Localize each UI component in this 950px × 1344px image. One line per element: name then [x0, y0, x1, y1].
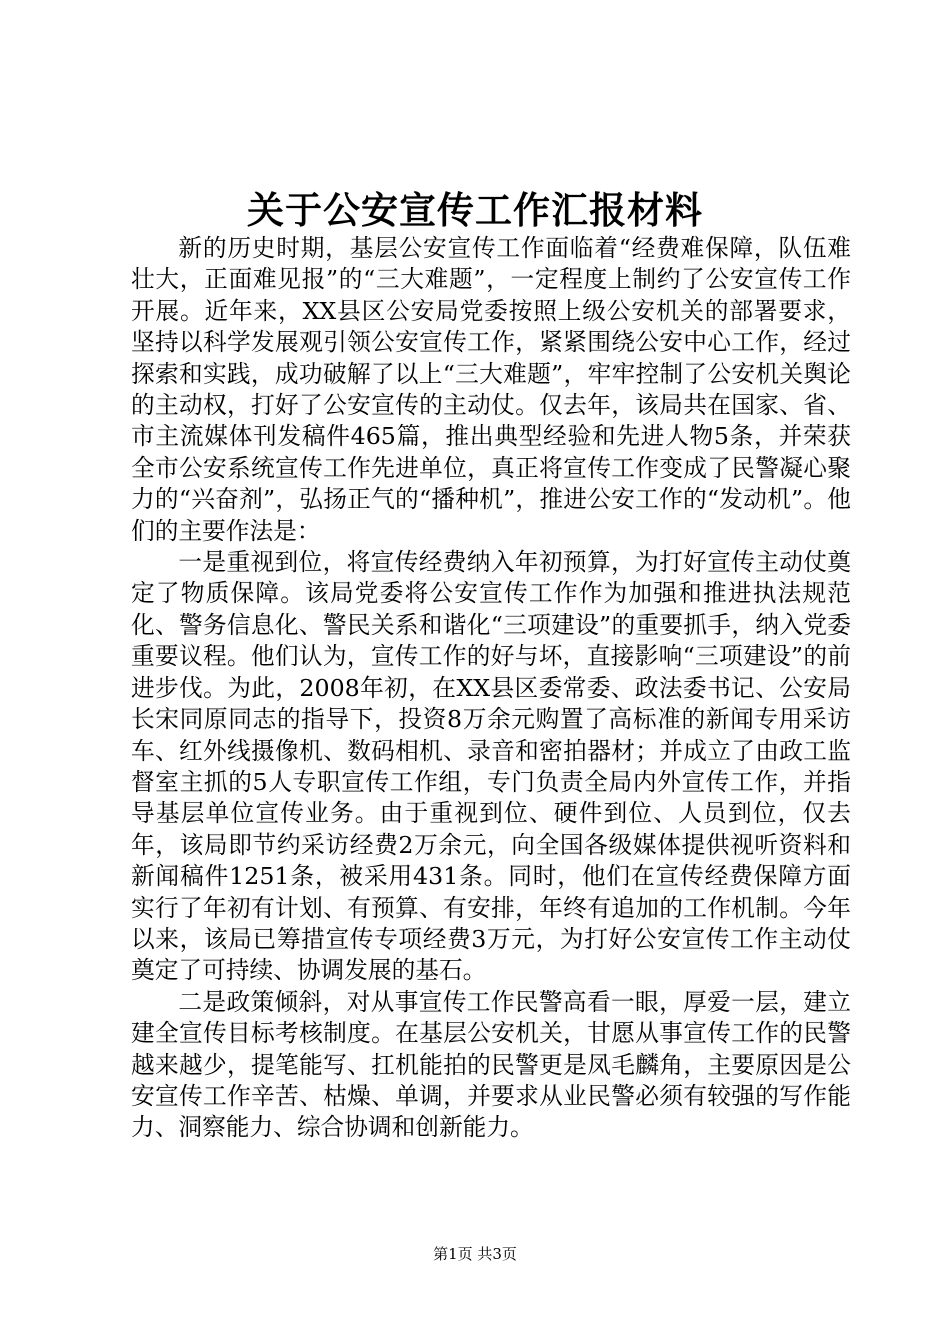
document-title: 关于公安宣传工作汇报材料 — [247, 188, 703, 232]
paragraph: 一是重视到位，将宣传经费纳入年初预算，为打好宣传主动仗奠定了物质保障。该局党委将公安宣传工作作为加强和推进执法规范化、警务信息化、警民关系和谐化“三项建设”的重要抓手，纳入党委重要议程。他们认为，宣传工作的好与坏，直接影响“三项建设”的前进步伐。为此，2008年初，在XX县区委常委、政法委书记、公安局长宋同原同志的指导下，投资8万余元购置了高标准的新闻专用采访车、红外线摄像机、数码相机、录音和密拍器材；并成立了由政工监督室主抓的5人专职宣传工作组，专门负责全局内外宣传工作，并指导基层单位宣传业务。由于重视到位、硬件到位、人员到位，仅去年，该局即节约采访经费2万余元，向全国各级媒体提供视听资料和新闻稿件1251条，被采用431条。同时，他们在宣传经费保障方面实行了年初有计划、有预算、有安排，年终有追加的工作机制。今年以来，该局已筹措宣传专项经费3万元，为打好公安宣传工作主动仗奠定了可持续、协调发展的基石。 — [131, 548, 851, 985]
paragraph: 新的历史时期，基层公安宣传工作面临着“经费难保障，队伍难壮大，正面难见报”的“三大难题”，一定程度上制约了公安宣传工作开展。近年来，XX县区公安局党委按照上级公安机关的部署要求，坚持以科学发展观引领公安宣传工作，紧紧围绕公安中心工作，经过探索和实践，成功破解了以上“三大难题”，牢牢控制了公安机关舆论的主动权，打好了公安宣传的主动仗。仅去年，该局共在国家、省、市主流媒体刊发稿件465篇，推出典型经验和先进人物5条，并荣获全市公安系统宣传工作先进单位，真正将宣传工作变成了民警凝心聚力的“兴奋剂”，弘扬正气的“播种机”，推进公安工作的“发动机”。他们的主要作法是： — [131, 234, 851, 545]
document-body — [131, 233, 851, 1144]
paragraph: 二是政策倾斜，对从事宣传工作民警高看一眼，厚爱一层，建立建全宣传目标考核制度。在基层公安机关，甘愿从事宣传工作的民警越来越少，提笔能写、扛机能拍的民警更是凤毛麟角，主要原因是公安宣传工作辛苦、枯燥、单调，并要求从业民警必须有较强的写作能力、洞察能力、综合协调和创新能力。 — [131, 987, 851, 1142]
page-number-footer: 第1页 共3页 — [433, 1245, 517, 1263]
